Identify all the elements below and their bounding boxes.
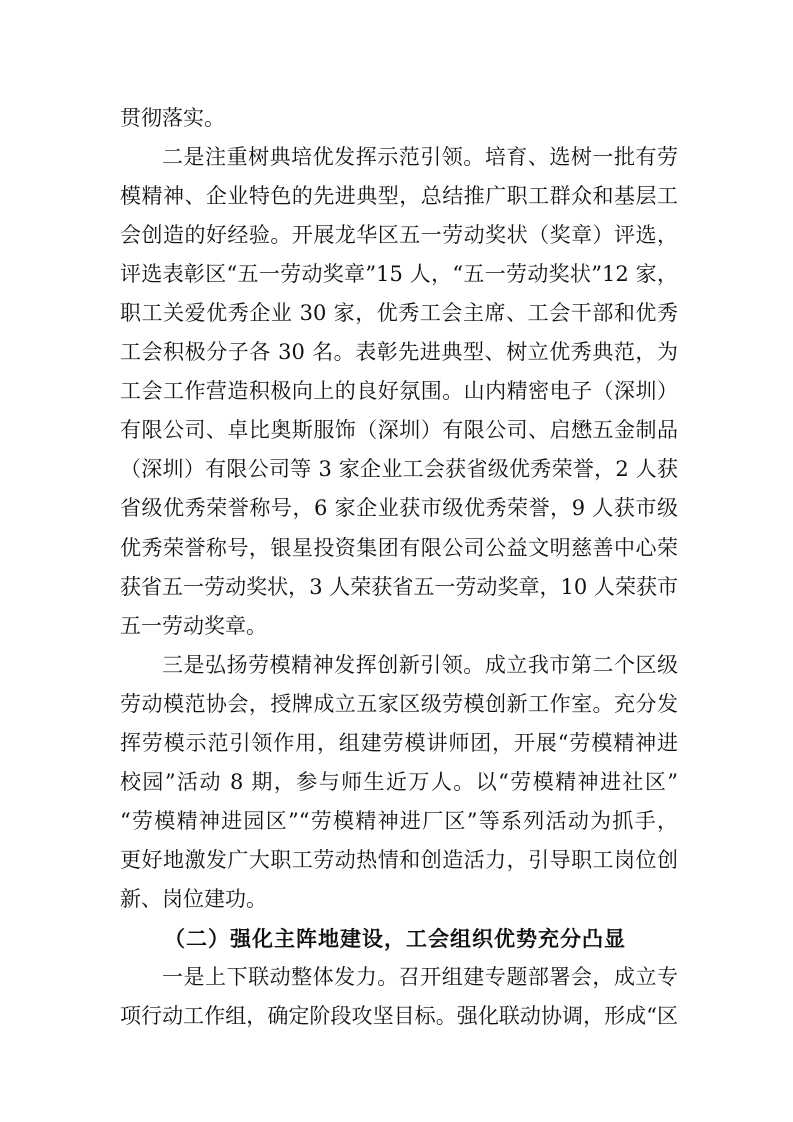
text-line: 校园”活动 8 期，参与师生近万人。以“劳模精神进社区”	[120, 769, 678, 794]
text-line: 项行动工作组，确定阶段攻坚目标。强化联动协调，形成“区	[120, 1004, 678, 1029]
text-line: 劳动模范协会，授牌成立五家区级劳模创新工作室。充分发	[120, 691, 678, 716]
text-line: 省级优秀荣誉称号，6 家企业获市级优秀荣誉，9 人获市级	[120, 496, 678, 521]
text-line: 贯彻落实。	[120, 106, 225, 130]
document-page	[120, 99, 678, 1036]
text-line: 获省五一劳动奖状，3 人荣获省五一劳动奖章，10 人荣获市	[120, 574, 678, 599]
text-line: “劳模精神进园区”“劳模精神进厂区”等系列活动为抓手，	[120, 808, 678, 833]
text-line: 二是注重树典培优发挥示范引领。培育、选树一批有劳	[162, 145, 678, 170]
text-line: 新、岗位建功。	[120, 886, 267, 911]
text-line: 模精神、企业特色的先进典型，总结推广职工群众和基层工	[120, 184, 678, 209]
text-line: 评选表彰区“五一劳动奖章”15 人，“五一劳动奖状”12 家，	[120, 262, 678, 287]
text-line: 更好地激发广大职工劳动热情和创造活力，引导职工岗位创	[120, 847, 678, 872]
text-line: 有限公司、卓比奥斯服饰（深圳）有限公司、启懋五金制品	[120, 418, 678, 443]
text-line: 工会工作营造积极向上的良好氛围。山内精密电子（深圳）	[120, 379, 678, 404]
text-line: 优秀荣誉称号，银星投资集团有限公司公益文明慈善中心荣	[120, 535, 678, 560]
text-line: 五一劳动奖章。	[120, 613, 267, 638]
text-line: 三是弘扬劳模精神发挥创新引领。成立我市第二个区级	[162, 652, 678, 677]
text-line: 职工关爱优秀企业 30 家，优秀工会主席、工会干部和优秀	[120, 301, 678, 326]
text-line: （深圳）有限公司等 3 家企业工会获省级优秀荣誉，2 人获	[120, 457, 678, 482]
text-line: 工会积极分子各 30 名。表彰先进典型、树立优秀典范，为	[120, 340, 678, 365]
text-line: 一是上下联动整体发力。召开组建专题部署会，成立专	[162, 965, 678, 990]
section-heading: （二）强化主阵地建设，工会组织优势充分凸显	[164, 925, 626, 951]
text-line: 会创造的好经验。开展龙华区五一劳动奖状（奖章）评选，	[120, 223, 678, 248]
text-line: 挥劳模示范引领作用，组建劳模讲师团，开展“劳模精神进	[120, 730, 678, 755]
